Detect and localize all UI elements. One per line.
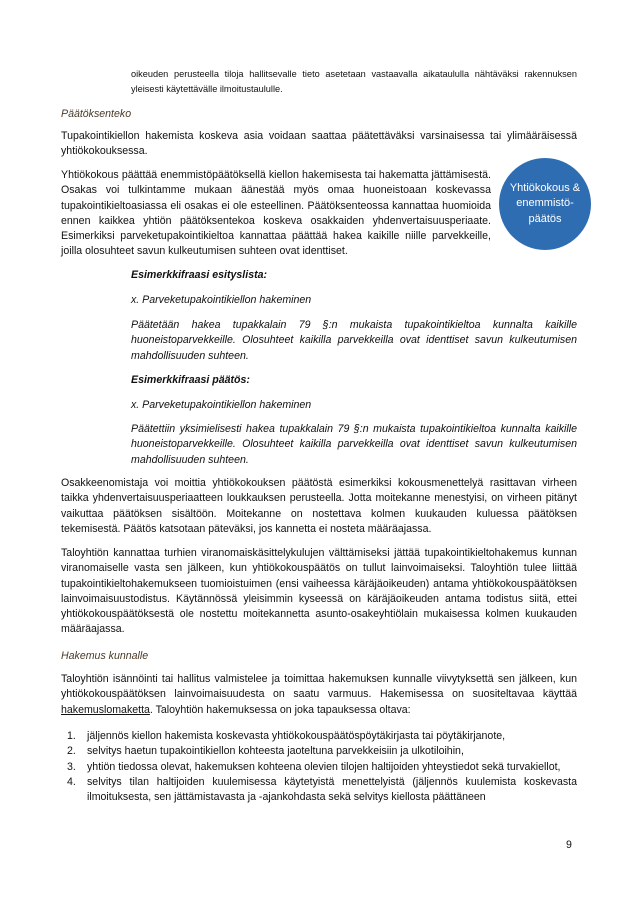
paragraph-4: Taloyhtiön kannattaa turhien viranomaiskäsittelykulujen välttämiseksi jättää tupakointikieltohakemus kunnan viranomaiselle vasta sen jälkeen, kun yhtiökokouspäätös on tullut lainvoimaiseksi. Taloyhtiön tulee liittää tupakointikieltohakemukseen tuomioistuimen (ensi vaiheessa käräjäoikeuden) antama yhtiökokouspäätöksen lainvoimaisuustodistus. Käytännössä yleisimmin kyseessä on käräjäoikeuden antama todistus siitä, ettei yhtiökokouspäätöksestä ole nostettu moitekannetta asunto-osakeyhtiölain mukaisessa kolmen kuukauden määräajassa.: [61, 547, 577, 636]
list-text: yhtiön tiedossa olevat, hakemuksen kohteena olevien tilojen haltijoiden yhteystiedot sekä turvakiellot,: [87, 760, 561, 773]
list-number: 1.: [67, 730, 76, 742]
example2-item: x. Parveketupakointikiellon hakeminen: [131, 399, 312, 411]
example2-text: Päätettiin yksimielisesti hakea tupakkalain 79 §:n mukaista tupakointikieltoa kunnalta kaikille huoneistoparvekkeille. Olosuhteet kaikilla parvekkeilla ovat identtiset savun kulkeutumisen mahdollisuuden suhteen.: [131, 423, 577, 466]
example2-title: Esimerkkifraasi päätös:: [131, 374, 250, 386]
list-item: [61, 744, 577, 759]
paragraph-3: Osakkeenomistaja voi moittia yhtiökokouksen päätöstä esimerkiksi kokousmenettelyä rasittavan virheen taikka yhdenvertaisuusperiaatteen loukkauksen perusteella. Jotta moitekanne menestyisi, on virheen pitänyt vaikuttaa päätöksen sisältöön. Moitekanne on nostettava kolmen kuukauden kuluessa päätöksen tekemisestä. Päätös katsotaan päteväksi, jos kannetta ei nosteta määräajassa.: [61, 477, 577, 535]
paragraph-5: [61, 672, 577, 718]
list-text: selvitys tilan haltijoiden kuulemisessa käytetyistä menettelyistä (jäljennös kuulemista koskevasta ilmoituksesta, sen jättämistavasta ja -ajankohdasta sekä selvitys kiellosta päättäneen: [87, 775, 577, 804]
application-form-link[interactable]: hakemuslomaketta: [61, 703, 150, 716]
section-heading-application: Hakemus kunnalle: [61, 650, 149, 662]
list-number: 4.: [67, 775, 76, 788]
paragraph-5-text-before: Taloyhtiön isännöinti tai hallitus valmistelee ja toimittaa hakemuksen kunnalle viivytyksettä sen jälkeen, kun yhtiökokouspäätöksen lainvoimaisuudesta on saatu varmuus. Hakemisessa on suositeltavaa käyttää: [61, 673, 577, 701]
list-number: 3.: [67, 760, 76, 773]
section-heading-decision-making: Päätöksenteko: [61, 108, 132, 120]
list-text: selvitys haetun tupakointikiellon kohteesta jaoteltuna parvekkeisiin ja ulkotiloihin,: [87, 745, 464, 758]
list-item: [61, 760, 577, 775]
page-number: 9: [566, 839, 572, 851]
example1-item: x. Parveketupakointikiellon hakeminen: [131, 294, 312, 306]
callout-text: Yhtiökokous & enemmistö-päätös: [509, 181, 581, 225]
paragraph-2: Yhtiökokous päättää enemmistöpäätöksellä kiellon hakemisesta tai hakematta jättämisestä. Osakas voi tulkintamme mukaan äänestää myös omaa huoneistoaan koskevassa tupakointikieltoasiassa eli osakas ei ole esteellinen. Päätöksenteossa kannattaa huomioida ennen kaikkea yhtiön päätöksentekoa koskeva osakkaiden yhdenvertaisuusperiaate. Esimerkiksi parveketupakointikieltoa kannattaa päättää hakea kaikille niille parvekkeille, joilla olosuhteet savun kulkeutumisen suhteen ovat identtiset.: [61, 169, 491, 258]
callout-circle: [499, 158, 591, 250]
list-number: 2.: [67, 745, 76, 758]
top-indented-paragraph: oikeuden perusteella tiloja hallitsevalle tieto asetetaan vastaavalla aikataululla nähtäväksi rakennuksen yleisesti käytettävälle ilmoitustaululle.: [131, 69, 577, 94]
list-item: [61, 775, 577, 806]
paragraph-5-text-after: . Taloyhtiön hakemuksessa on joka tapauksessa oltava:: [149, 703, 411, 716]
list-text: jäljennös kiellon hakemista koskevasta yhtiökokouspäätöspöytäkirjasta tai pöytäkirjanote,: [87, 730, 506, 742]
list-item: [61, 729, 577, 744]
example1-title: Esimerkkifraasi esityslista:: [131, 269, 268, 281]
paragraph-1: Tupakointikiellon hakemista koskeva asia voidaan saattaa päätettäväksi varsinaisessa tai ylimääräisessä yhtiökokouksessa.: [61, 130, 577, 158]
requirements-list: [61, 729, 577, 805]
example1-text: Päätetään hakea tupakkalain 79 §:n mukaista tupakointikieltoa kunnalta kaikille huoneistoparvekkeille. Olosuhteet kaikilla parvekkeilla ovat identtiset savun kulkeutumisen mahdollisuuden suhteen.: [131, 319, 577, 362]
